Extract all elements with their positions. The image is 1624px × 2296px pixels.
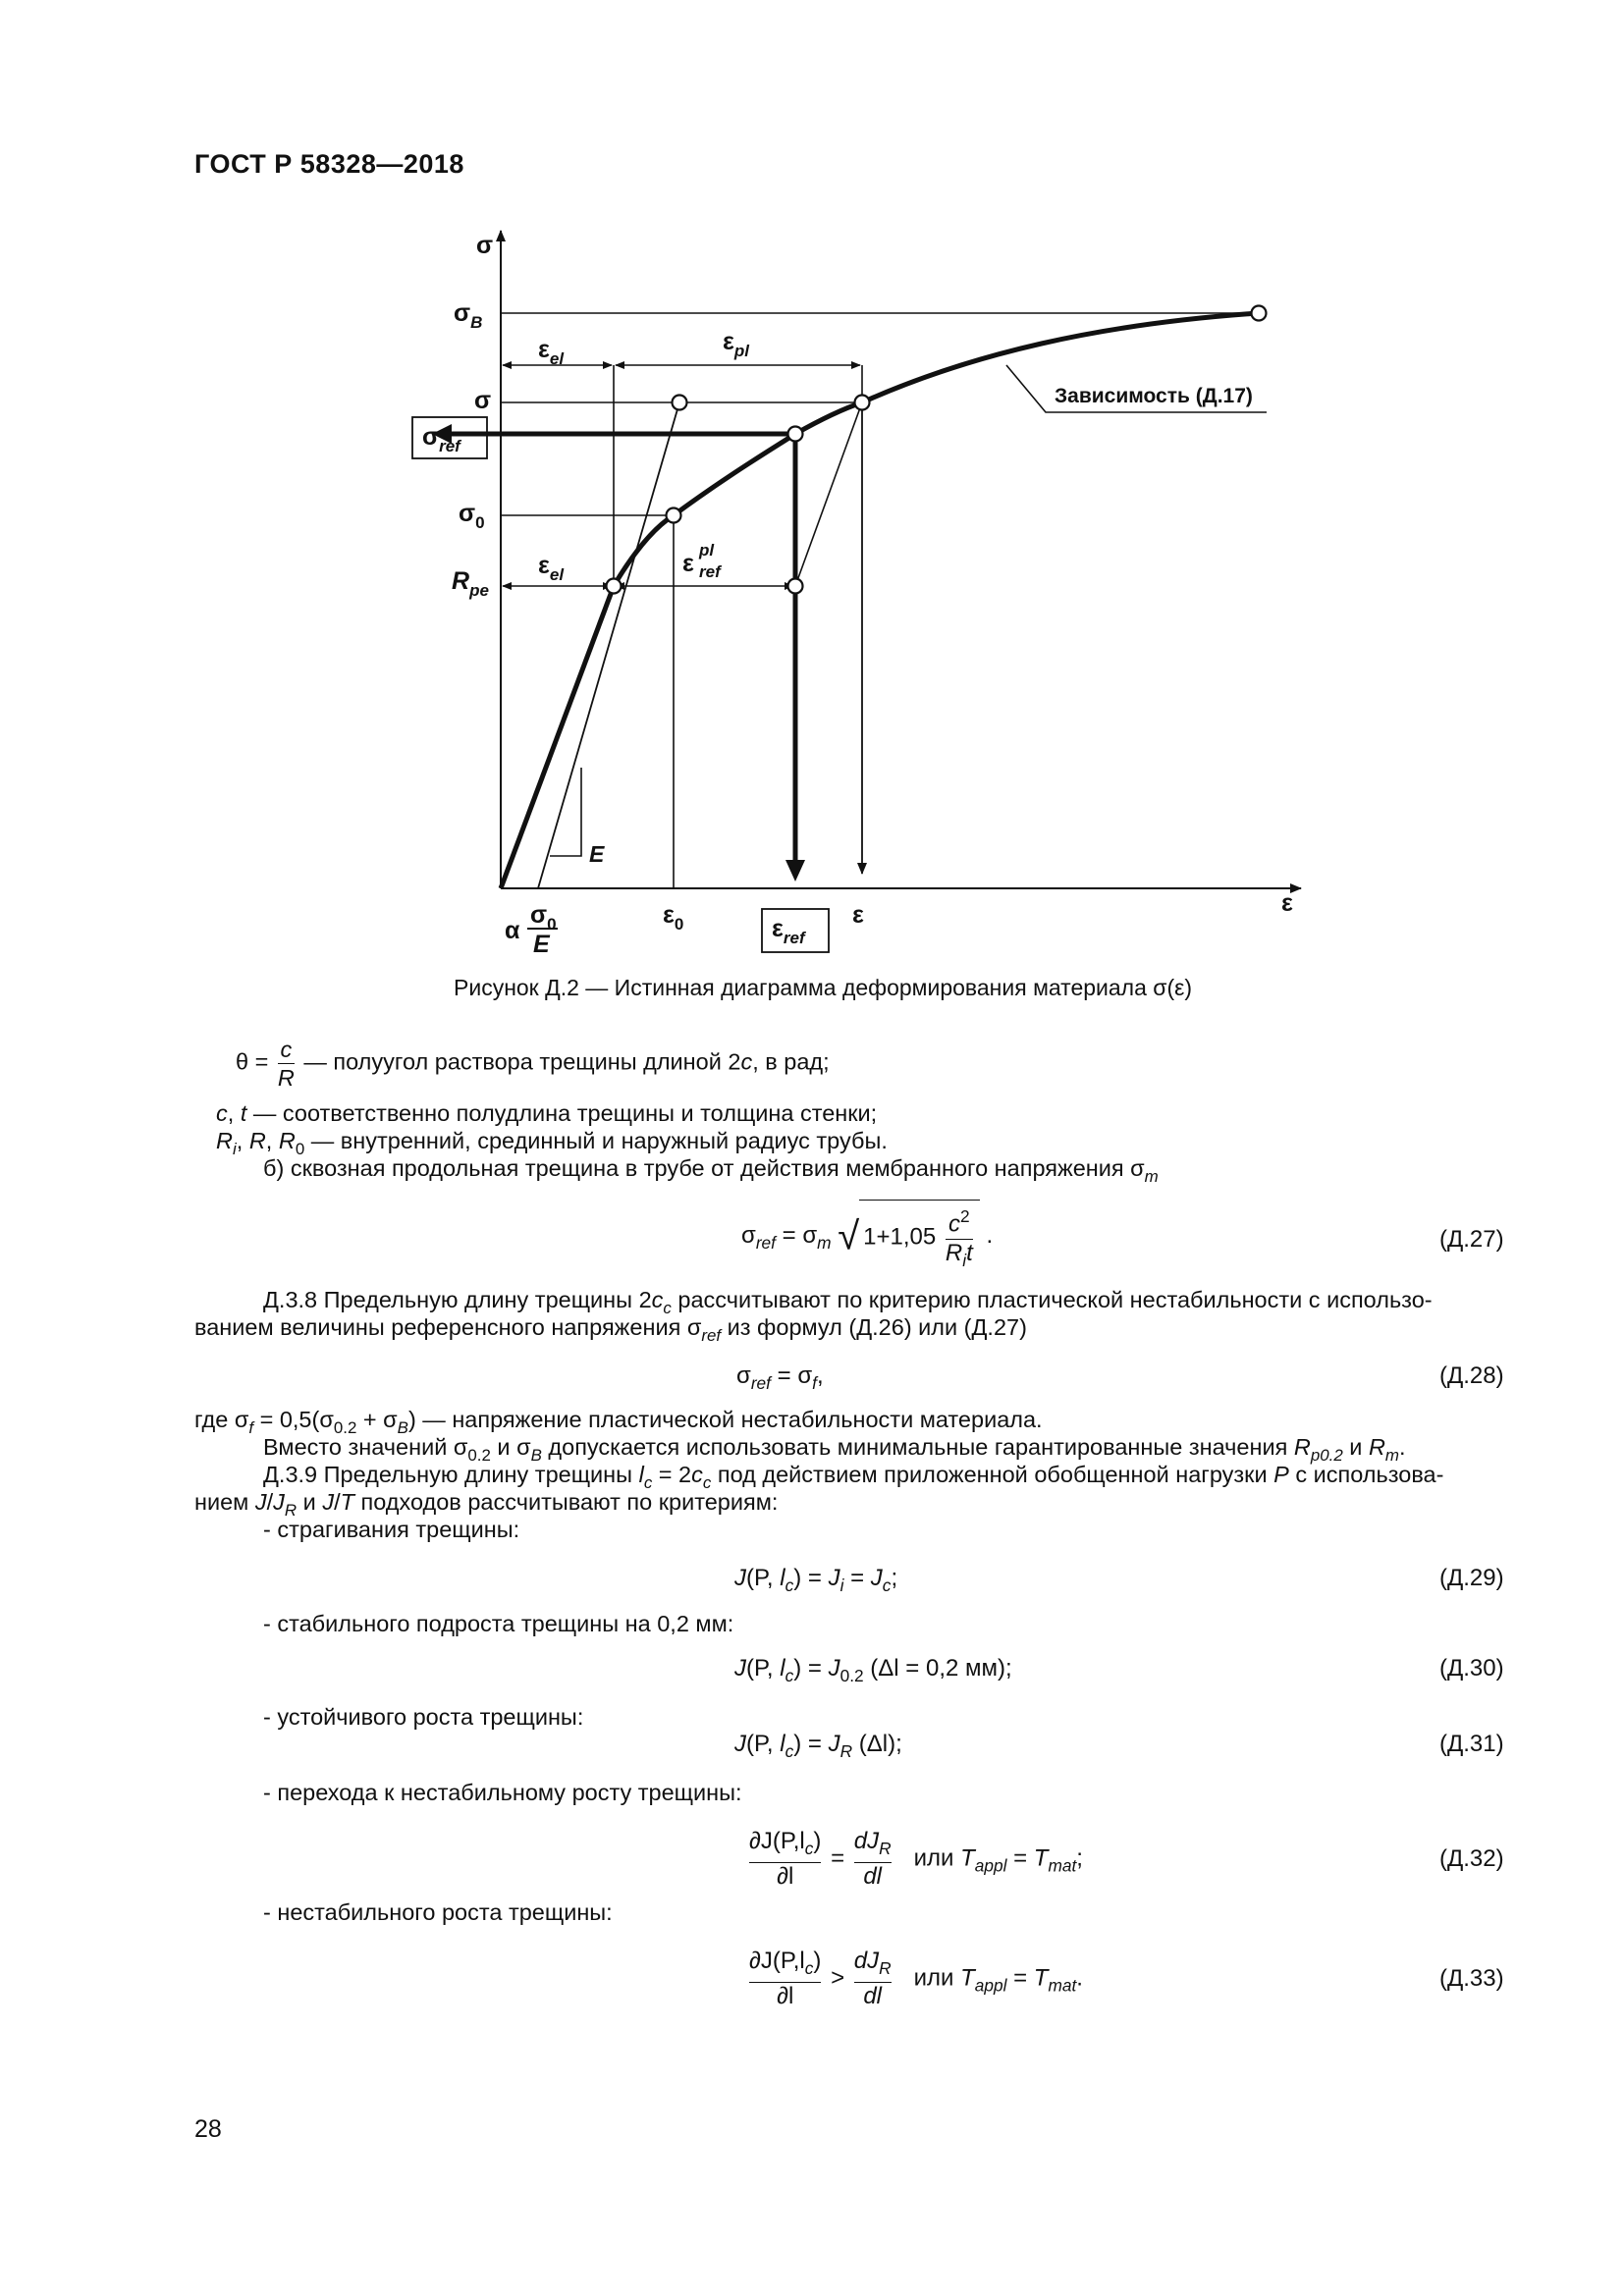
svg-text:E: E	[589, 841, 605, 867]
item-unstable-growth: - нестабильного роста трещины:	[263, 1899, 613, 1925]
equation-d30: J(P, $l_c) = J_{0.2}$ (Δl = 0,2 мм);	[734, 1655, 1012, 1686]
figure-caption: Рисунок Д.2 — Истинная диаграмма деформирования материала σ(ε)	[454, 975, 1193, 1000]
svg-text:Зависимость (Д.17): Зависимость (Д.17)	[1055, 385, 1253, 407]
svg-text:εref: $\varepsilon_{ref}$	[772, 915, 805, 947]
svg-text:ε0: $\varepsilon_0$	[663, 901, 684, 934]
eq-number-d28: (Д.28)	[1439, 1362, 1504, 1389]
item-steady-growth: - устойчивого роста трещины:	[263, 1704, 584, 1730]
def-c-t: c, t — соответственно полудлина трещины и толщина стенки;	[216, 1100, 878, 1126]
svg-text:σref: $\sigma_{ref}$	[422, 423, 460, 455]
svg-text:pl: pl	[699, 541, 715, 560]
svg-text:εpl: $\varepsilon_{pl}$	[723, 328, 749, 360]
svg-text:σ0: $\sigma_0$	[459, 500, 485, 532]
eq-number-d32: (Д.32)	[1439, 1845, 1504, 1872]
para-d38-line1: Д.3.8 Предельную длину трещины $2c_c$ рассчитывают по критерию пластической нестабильности с использо-	[263, 1287, 1433, 1317]
equation-d32: $\frac{\partial J(P,l_c)}{\partial l}$ = $\frac{dJ_R}{dl}$ или $T_{appl} = T_{mat}$;	[749, 1828, 1083, 1891]
svg-text:α: α	[505, 917, 520, 944]
eq-number-d30: (Д.30)	[1439, 1655, 1504, 1682]
eq-number-d31: (Д.31)	[1439, 1731, 1504, 1757]
equation-d27: $\sigma_{ref} = \sigma_m$ √ 1+1,05 $\frac{c^2}{R_it}$ .	[741, 1200, 993, 1274]
svg-text:ref: ref	[699, 562, 721, 581]
svg-text:σ: σ	[474, 387, 492, 414]
svg-text:E: E	[533, 931, 550, 958]
svg-text:εel: $\varepsilon_{el}$	[538, 552, 565, 584]
para-instead: Вместо значений $\sigma_{0.2}$ и $\sigma_B$ допускается использовать минимальные гарантированные значения $R_{p0.2}$ и $R_m$.	[263, 1434, 1406, 1465]
svg-text:ε: ε	[682, 550, 694, 577]
svg-text:Rpe: $R_{pe}$	[452, 567, 489, 600]
svg-text:ε: ε	[852, 901, 864, 929]
eq-number-d27: (Д.27)	[1439, 1226, 1504, 1253]
eq-number-d29: (Д.29)	[1439, 1565, 1504, 1591]
para-where: где $\sigma_f = 0,5(\sigma_{0.2} + \sigma_B)$ — напряжение пластической нестабильности материала.	[194, 1407, 1043, 1437]
para-d38-line2: ванием величины референсного напряжения $\sigma_{ref}$ из формул (Д.26) или (Д.27)	[194, 1314, 1027, 1345]
document-header: ГОСТ Р 58328—2018	[194, 149, 464, 179]
para-b: б) сквозная продольная трещина в трубе от действия мембранного напряжения $\sigma_m$	[263, 1155, 1159, 1186]
svg-text:σB: $\sigma_B$	[454, 299, 483, 332]
equation-d28: $\sigma_{ref} = \sigma_f$,	[736, 1362, 824, 1394]
para-d39-line1: Д.3.9 Предельную длину трещины $l_c = 2c_c$ под действием приложенной обобщенной нагрузки P с использова-	[263, 1462, 1444, 1492]
item-transition-unstable: - перехода к нестабильному росту трещины:	[263, 1780, 742, 1805]
def-theta: θ = $\frac{c}{R}$ — полуугол раствора трещины длиной 2c, в рад;	[236, 1037, 830, 1091]
equation-d29: J(P, $l_c) = J_i = J_c$;	[734, 1565, 898, 1596]
item-initiation: - страгивания трещины:	[263, 1517, 520, 1542]
stress-strain-diagram	[0, 0, 1624, 982]
svg-text:σ: σ	[476, 232, 494, 259]
svg-text:εel: $\varepsilon_{el}$	[538, 336, 565, 368]
def-radii: $R_i$, R, $R_0$ — внутренний, срединный и наружный радиус трубы.	[216, 1128, 888, 1158]
equation-d31: J(P, $l_c) = J_R$ (Δl);	[734, 1731, 902, 1762]
para-d39-line2: нием $J/J_R$ и J/T подходов рассчитывают по критериям:	[194, 1489, 779, 1520]
equation-d33: $\frac{\partial J(P,l_c)}{\partial l}$ > $\frac{dJ_R}{dl}$ или $T_{appl} = T_{mat}$.	[749, 1948, 1083, 2010]
svg-text:ε: ε	[1281, 889, 1293, 917]
svg-text:σ0: $\sigma_0$	[530, 901, 557, 934]
eq-number-d33: (Д.33)	[1439, 1965, 1504, 1992]
page-number: 28	[194, 2115, 222, 2143]
item-stable-growth-02: - стабильного подроста трещины на 0,2 мм:	[263, 1611, 734, 1636]
